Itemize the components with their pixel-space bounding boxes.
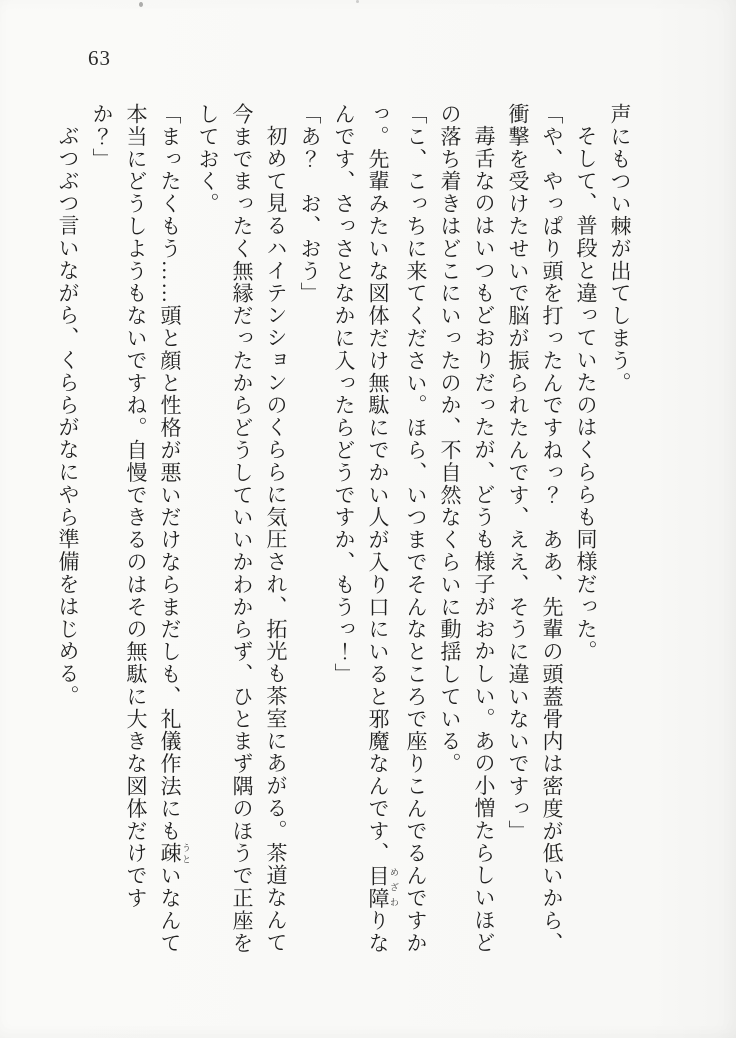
text-line: ぶつぶつ言いながら、くららがなにやら準備をはじめる。 bbox=[56, 125, 80, 708]
scan-artifact bbox=[139, 2, 143, 7]
text-line: 声にもつい棘が出てしまう。 bbox=[608, 103, 632, 395]
page-number: 63 bbox=[88, 46, 111, 70]
text-line: 初めて見るハイテンションのくららに気圧され、拓光も茶室にあがる。茶道なんて bbox=[264, 125, 288, 954]
text-line: か？」 bbox=[90, 103, 114, 171]
text-line: 本当にどうしようもないですね。自慢できるのはその無駄に大きな図体だけです bbox=[124, 103, 148, 910]
vertical-text-block bbox=[56, 103, 637, 963]
scan-artifact bbox=[356, 0, 359, 3]
text-line: の落ち着きはどこにいったのか、不自然なくらいに動揺している。 bbox=[438, 103, 462, 775]
text-line: 毒舌なのはいつもどおりだったが、どうも様子がおかしい。あの小憎たらしいほど bbox=[472, 125, 496, 954]
text-line: 「まったくもう……頭と顔と性格が悪いだけならまだしも、礼儀作法にも疎 うといなんて bbox=[158, 103, 191, 955]
text-line: 衝撃を受けたせいで脳が振られたんです、ええ、そうに違いないですっ」 bbox=[506, 103, 530, 843]
text-line: んです、さっさとなかに入ったらどうですか、もうっ！」 bbox=[332, 103, 356, 686]
text-line: 今までまったく無縁だったからどうしていいかわからず、ひとまず隅のほうで正座を bbox=[230, 103, 254, 955]
text-line: 「こ、こっちに来てください。ほら、いつまでそんなところで座りこんでるんですか bbox=[404, 103, 428, 955]
furigana-annotated-word: 目障 めざわ bbox=[366, 864, 399, 910]
text-line: 「あ？ お、おう」 bbox=[298, 103, 322, 305]
text-line: そして、普段と違っていたのはくららも同様だった。 bbox=[574, 125, 598, 663]
text-line: しておく。 bbox=[196, 103, 220, 215]
text-line: っ。先輩みたいな図体だけ無駄にでかい人が入り口にいると邪魔なんです、目障 めざわりな bbox=[366, 103, 399, 955]
text-line: 「や、やっぱり頭を打ったんですねっ？ ああ、先輩の頭蓋骨内は密度が低いから、 bbox=[540, 103, 564, 955]
furigana-annotated-word: 疎 うと bbox=[158, 842, 191, 865]
